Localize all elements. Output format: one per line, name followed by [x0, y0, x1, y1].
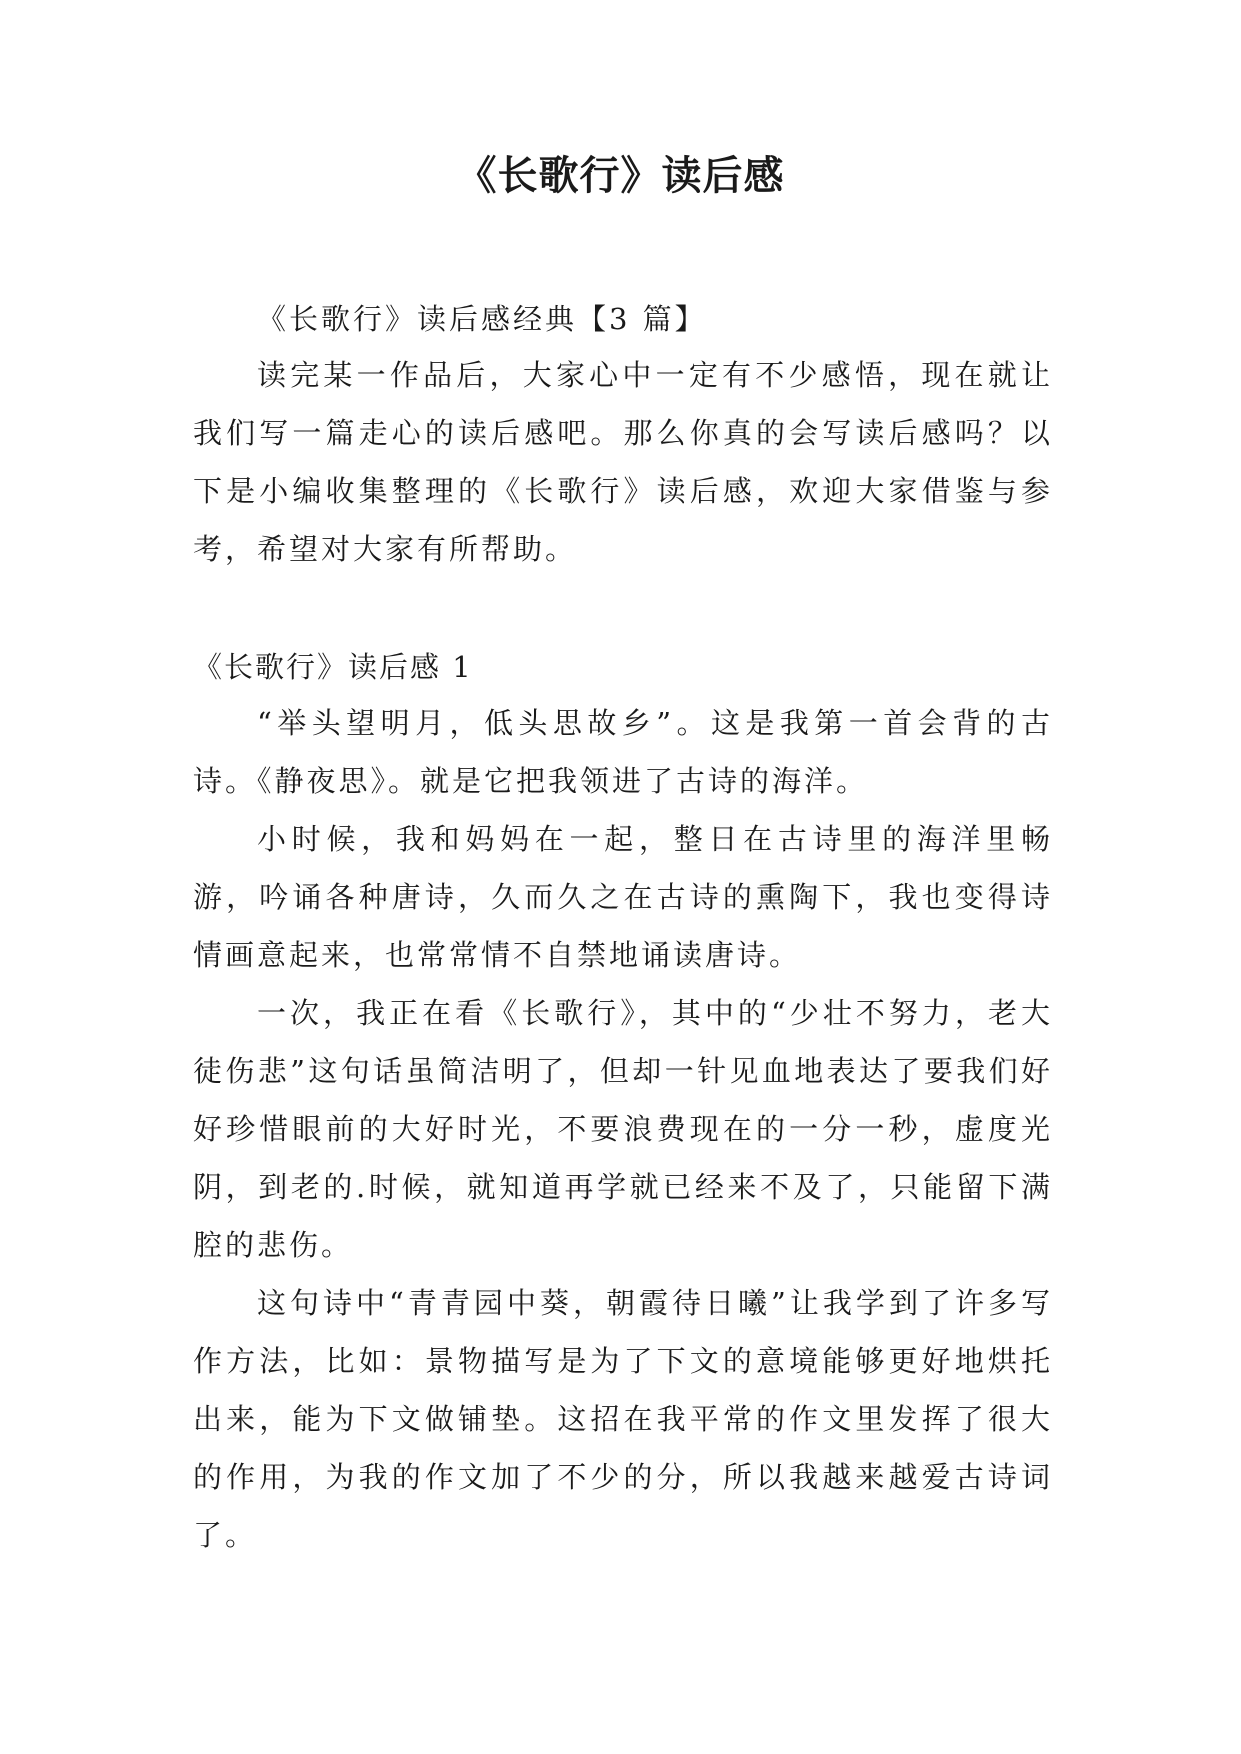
document-subtitle: 《长歌行》读后感经典【3 篇】	[257, 302, 707, 336]
page-title: 《长歌行》读后感	[456, 153, 785, 199]
body-paragraph: “举头望明月，低头思故乡”。这是我第一首会背的古诗。《静夜思》。就是它把我领进了古诗的海洋。	[193, 706, 1053, 798]
intro-paragraph: 读完某一作品后，大家心中一定有不少感悟，现在就让我们写一篇走心的读后感吧。那么你真的会写读后感吗？以下是小编收集整理的《长歌行》读后感，欢迎大家借鉴与参考，希望对大家有所帮助。	[193, 358, 1053, 566]
body-paragraph: 这句诗中“青青园中葵，朝霞待日曦”让我学到了许多写作方法，比如：景物描写是为了下文的意境能够更好地烘托出来，能为下文做铺垫。这招在我平常的作文里发挥了很大的作用，为我的作文加了不少的分，所以我越来越爱古诗词了。	[193, 1286, 1053, 1552]
body-paragraph: 小时候，我和妈妈在一起，整日在古诗里的海洋里畅游，吟诵各种唐诗，久而久之在古诗的熏陶下，我也变得诗情画意起来，也常常情不自禁地诵读唐诗。	[193, 822, 1053, 972]
body-paragraph: 一次，我正在看《长歌行》，其中的“少壮不努力，老大徒伤悲”这句话虽简洁明了，但却一针见血地表达了要我们好好珍惜眼前的大好时光，不要浪费现在的一分一秒，虚度光阴，到老的.时候，就知道再学就已经来不及了，只能留下满腔的悲伤。	[193, 996, 1053, 1262]
section-heading: 《长歌行》读后感 1	[193, 650, 473, 684]
